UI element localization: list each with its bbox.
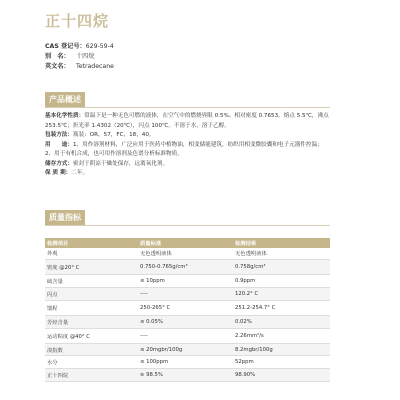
table-row: 馏程 250-265° C 251.2-254.7° C: [45, 301, 330, 316]
table-header: [45, 238, 330, 248]
shelf-life: 保 质 期：二年。: [45, 170, 89, 176]
quality-heading: 质量指标: [45, 210, 85, 225]
table-row: 芳烃含量 ≤ 0.05% 0.02%: [45, 316, 330, 329]
table-row: 硫含量 ≤ 10ppm 0.9ppm: [45, 275, 330, 288]
overview-body: [45, 112, 330, 179]
overview-divider: [45, 107, 330, 108]
cas-row: [45, 42, 114, 52]
english-name-value: Tetradecane: [76, 63, 114, 70]
alias-label: 别 名：: [45, 53, 70, 60]
product-meta: [45, 42, 114, 72]
basic-properties: 基本化学性质：常温下是一种无色可燃的液体，在空气中的燃烧界限 0.5%。相对密度 0.7653，熔点 5.5℃，沸点 253.5℃；折光率 1.4302（20℃），闪点 100℃。不溶于水，溶于乙醇。: [45, 113, 329, 129]
alias-value: 十四烷: [76, 53, 95, 60]
header-result: 检测结果: [235, 240, 257, 247]
english-name-row: [45, 62, 114, 72]
header-item: 检测项目: [47, 240, 69, 247]
cas-value: 629-59-4: [85, 43, 114, 50]
table-row: 正十四烷 ≥ 98.5% 98.90%: [45, 369, 330, 382]
packaging: 包装方法：瓶装：OR，57，FC，18，40。: [45, 132, 155, 138]
table-row: 外观 无色透明液体 无色透明液体: [45, 248, 330, 261]
english-name-label: 英文名：: [45, 63, 70, 70]
header-standard: 质量标准: [140, 240, 162, 247]
quality-table: [45, 238, 330, 382]
quality-divider: [45, 225, 330, 226]
page-title: 正十四烷: [45, 12, 110, 30]
table-row: 水分 ≤ 100ppm 52ppm: [45, 356, 330, 369]
table-row: 密度 @20° C 0.750-0.765g/cm³ 0.758g/cm³: [45, 260, 330, 275]
table-row: 运动粘度 @40° C ---- 2.26mm²/s: [45, 329, 330, 344]
table-row: 溴指数 ≤ 20mgbr/100g 8.2mgbr/100g: [45, 344, 330, 357]
storage: 储存方式：密封于阴凉干燥处保存，远离氧化剂。: [45, 160, 169, 167]
table-row: 闪点 ---- 120.2° C: [45, 288, 330, 301]
usage: 用 途：1、用作溶剂材料，广泛应用于医药中植物油，相变储能建筑，纺织用相变微胶囊和电子元器件控温；2、用于有机合成，也可用作溶剂及色谱分析标准物质。: [45, 141, 323, 157]
overview-heading: 产品概述: [45, 92, 85, 107]
cas-label: CAS 登记号：: [45, 43, 86, 50]
alias-row: [45, 52, 114, 62]
